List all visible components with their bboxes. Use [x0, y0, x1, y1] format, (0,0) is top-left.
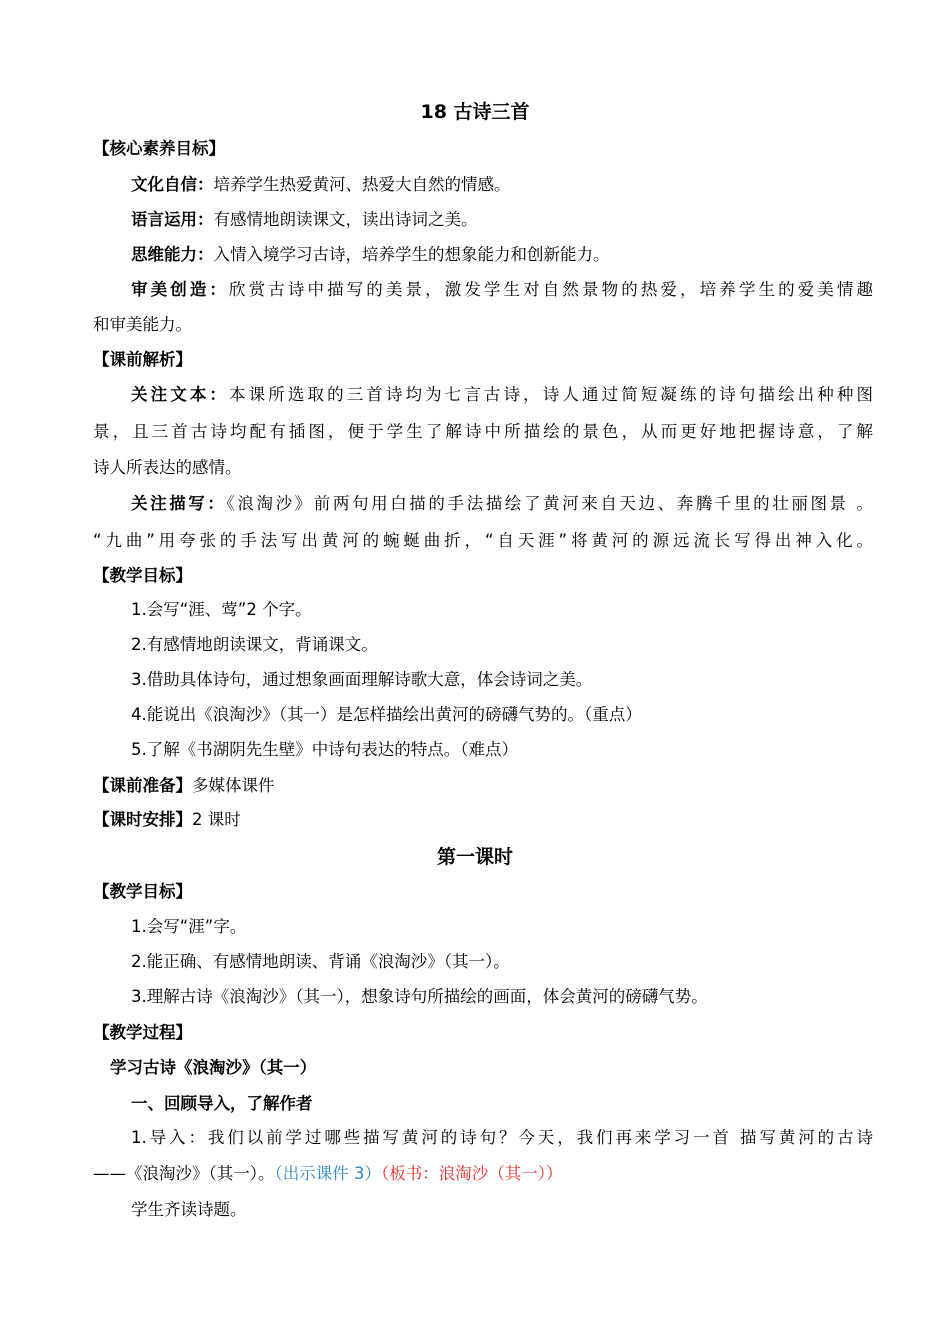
core-item-text: 欣赏古诗中描写的美景，激发学生对自然景物的热爱，培养学生的爱美情趣	[229, 280, 874, 299]
schedule-line	[93, 810, 873, 830]
board-note: （板书：浪淘沙（其一））	[381, 1164, 563, 1183]
prep-line	[93, 776, 873, 796]
lesson-goal-item: 1.会写“涯”字。	[131, 917, 247, 936]
core-item-text: 培养学生热爱黄河、热爱大自然的情感。	[213, 175, 511, 194]
analysis-text-line: “九曲”用夸张的手法写出黄河的蜿蜒曲折，“自天涯”将黄河的源远流长写得出神入化。	[93, 531, 873, 550]
core-item	[131, 280, 873, 300]
step-heading: 一、回顾导入，了解作者	[131, 1094, 313, 1113]
schedule-text: 2 课时	[192, 810, 241, 829]
lesson-goal-item: 2.能正确、有感情地朗读、背诵《浪淘沙》（其一）。	[131, 952, 510, 971]
analysis-text: 本课所选取的三首诗均为七言古诗，诗人通过简短凝练的诗句描绘出种种图	[229, 385, 874, 404]
analysis-text-line: 景，且三首古诗均配有插图，便于学生了解诗中所描绘的景色，从而更好地把握诗意，了解	[93, 422, 873, 441]
core-item	[131, 175, 873, 195]
core-item-text: 有感情地朗读课文，读出诗词之美。	[213, 210, 478, 229]
goal-item: 2.有感情地朗读课文，背诵课文。	[131, 635, 378, 654]
core-item	[131, 210, 873, 230]
schedule-heading: 【课时安排】	[93, 810, 192, 829]
core-item	[131, 245, 873, 265]
analysis-text-line: 诗人所表达的感情。	[93, 458, 242, 477]
goal-item: 1.会写“涯、莺”2 个字。	[131, 600, 312, 619]
reading-line: 学生齐读诗题。	[131, 1200, 247, 1219]
goal-item: 4.能说出《浪淘沙》（其一）是怎样描绘出黄河的磅礴气势的。（重点）	[131, 705, 642, 724]
core-item-label: 思维能力：	[131, 245, 214, 264]
section-heading-lesson-goals: 【教学目标】	[93, 882, 192, 901]
analysis-label: 关注文本：	[131, 385, 230, 404]
section-heading-process: 【教学过程】	[93, 1023, 192, 1042]
lesson-title: 第一课时	[436, 846, 513, 868]
core-item-label: 语言运用：	[131, 210, 214, 229]
analysis-label: 关注描写：	[131, 494, 227, 513]
prep-heading: 【课前准备】	[93, 776, 192, 795]
goal-item: 5.了解《书湖阴先生壁》中诗句表达的特点。（难点）	[131, 740, 518, 759]
core-item-text: 入情入境学习古诗，培养学生的想象能力和创新能力。	[213, 245, 610, 264]
prep-text: 多媒体课件	[192, 776, 275, 795]
section-heading-core: 【核心素养目标】	[93, 139, 225, 158]
analysis-paragraph-text	[131, 385, 873, 405]
process-subtitle: 学习古诗《浪淘沙》（其一）	[110, 1058, 317, 1077]
document-title: 18 古诗三首	[420, 101, 530, 123]
analysis-paragraph-description	[131, 494, 873, 514]
intro-text: ——《浪淘沙》（其一）。	[93, 1164, 275, 1183]
analysis-text: 《浪淘沙》前两句用白描的手法描绘了黄河来自天边、奔腾千里的壮丽图景 。	[226, 494, 873, 513]
core-item-label: 审美创造：	[131, 280, 230, 299]
goal-item: 3.借助具体诗句，通过想象画面理解诗歌大意，体会诗词之美。	[131, 670, 593, 689]
intro-line-2	[93, 1164, 873, 1184]
lesson-goal-item: 3.理解古诗《浪淘沙》（其一），想象诗句所描绘的画面，体会黄河的磅礴气势。	[131, 987, 708, 1006]
core-item-label: 文化自信：	[131, 175, 214, 194]
courseware-note: （出示课件 3）	[274, 1164, 381, 1183]
section-heading-analysis: 【课前解析】	[93, 350, 192, 369]
core-item-continuation: 和审美能力。	[93, 315, 192, 334]
intro-line: 1.导入：我们以前学过哪些描写黄河的诗句？今天，我们再来学习一首 描写黄河的古诗	[131, 1128, 873, 1147]
section-heading-goals: 【教学目标】	[93, 566, 192, 585]
